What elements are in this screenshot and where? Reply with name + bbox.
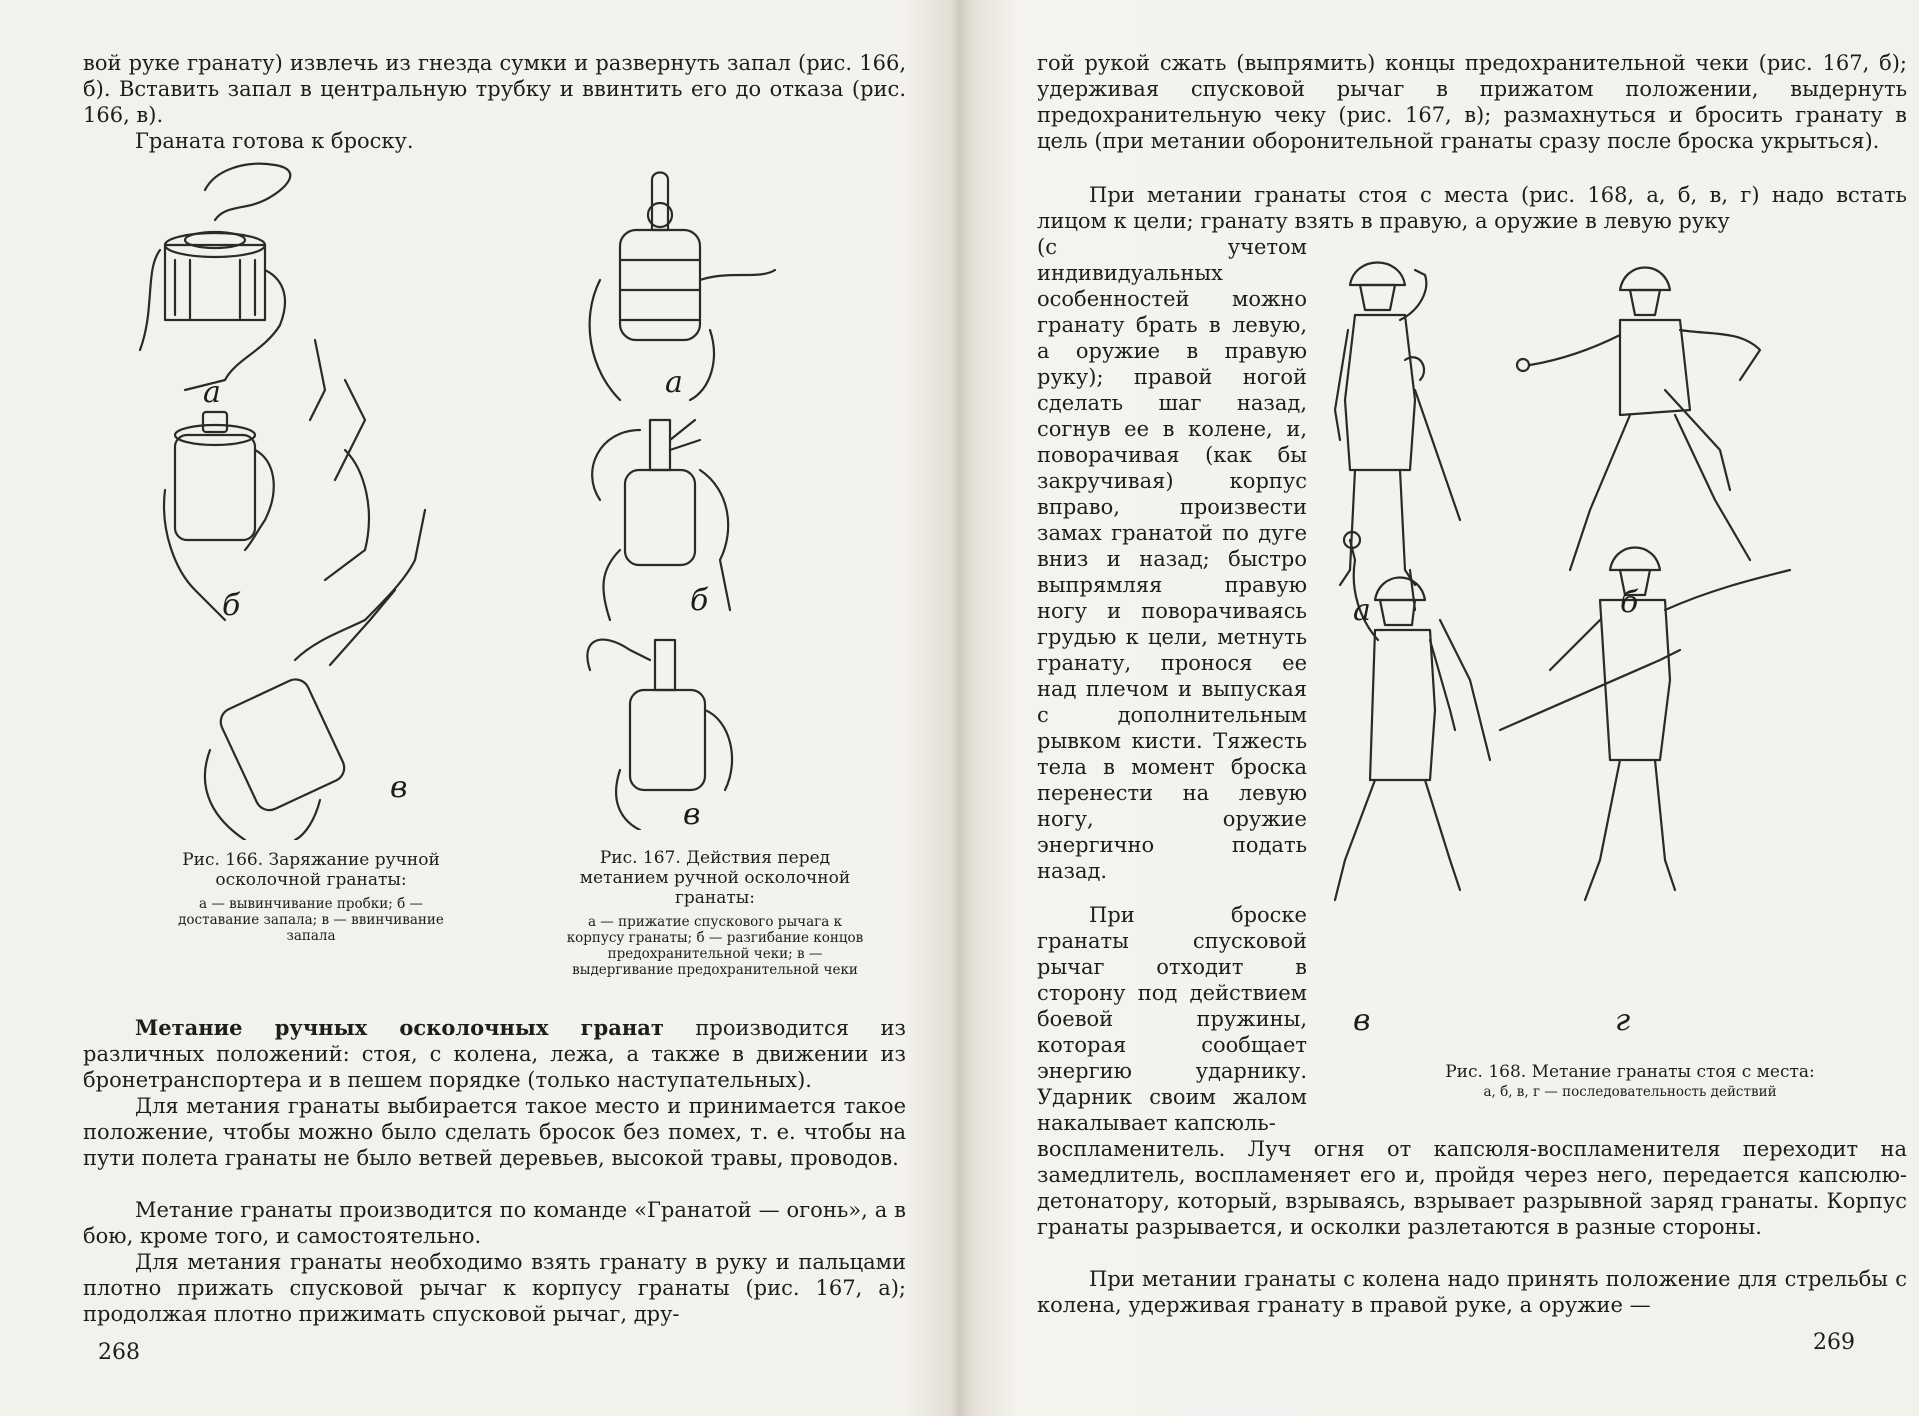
fig168-label-b: б <box>1620 585 1639 620</box>
fig167-label-a: а <box>665 365 683 400</box>
left-paragraph-4: Для метания гранаты выбирается такое место и принимается такое положение, чтобы можно было сделать бросок без помех, т. е. чтобы на пути полета гранаты не было ветвей деревьев, высокой травы, проводов. <box>83 1094 906 1170</box>
right-paragraph-2-column: (с учетом индивидуальных особенностей можно гранату брать в левую, а оружие в правую руку); правой ногой сделать шаг назад, согнув ее в колене, и, поворачивая (как бы закручивая) корпус вправо, произвести замах гранатой по дуге вниз и назад; быстро выпрямляя правую ногу и поворачиваясь грудью к цели, метнуть гранату, пронося ее над плечом и выпуская с дополнительным рывком кисти. Тяжесть тела в момент броска перенести на левую ногу, оружие энергично подать назад. <box>1037 235 1307 883</box>
fig167-caption-block <box>565 848 865 978</box>
fig166-label-b: б <box>222 588 241 623</box>
figure-167-drawing <box>560 170 820 830</box>
right-page-number: 269 <box>1813 1330 1855 1355</box>
right-paragraph-2-intro: При метании гранаты стоя с места (рис. 168, а, б, в, г) надо встать лицом к цели; гранату взять в правую, а оружие в левую руку <box>1037 183 1907 233</box>
figure-168-drawing <box>1320 240 1900 1040</box>
fig168-v-soldier <box>1335 532 1490 900</box>
left-paragraph-3 <box>83 1015 906 1093</box>
right-paragraph-1: гой рукой сжать (выпрямить) концы предохранительной чеки (рис. 167, б); удерживая спусковой рычаг в прижатом положении, выдернуть предохранительную чеку (рис. 167, в); размахнуться и бросить гранату в цель (при метании оборонительной гранаты сразу после броска укрыться). <box>1037 51 1907 153</box>
fig166-a-grenade <box>140 164 290 390</box>
left-page-number: 268 <box>98 1340 140 1365</box>
fig168-label-g: г <box>1615 1003 1631 1038</box>
fig166-caption: Рис. 166. Заряжание ручной осколочной гранаты: <box>182 850 440 890</box>
fig168-caption-block <box>1350 1062 1910 1100</box>
fig168-g-soldier <box>1500 548 1790 901</box>
left-paragraph-1: вой руке гранату) извлечь из гнезда сумки и развернуть запал (рис. 166, б). Вставить запал в центральную трубку и ввинтить его до отказа (рис. 166, в). <box>83 51 906 127</box>
left-paragraph-5: Метание гранаты производится по команде «Гранатой — огонь», а в бою, кроме того, и самостоятельно. <box>83 1198 906 1248</box>
fig168-a-soldier <box>1335 263 1460 586</box>
fig168-legend: а, б, в, г — последовательность действий <box>1483 1084 1777 1100</box>
left-paragraph-6: Для метания гранаты необходимо взять гранату в руку и пальцами плотно прижать спусковой рычаг к корпусу гранаты (рис. 167, а); продолжая плотно прижимать спусковой рычаг, дру- <box>83 1250 906 1326</box>
right-page <box>975 0 1919 1416</box>
fig167-b-grenade <box>592 420 730 620</box>
fig167-legend: а — прижатие спускового рычага к корпусу гранаты; б — разгибание концов предохранительной чеки; в — выдергивание предохранительной чеки <box>566 914 864 978</box>
fig166-b-grenade <box>164 340 369 620</box>
fig168-label-a: а <box>1353 593 1371 628</box>
fig167-label-v: в <box>683 797 701 832</box>
fig166-label-v: в <box>390 770 408 805</box>
left-paragraph-3-bold: Метание ручных осколочных гранат <box>135 1015 664 1040</box>
figure-166-drawing <box>115 150 435 840</box>
fig167-v-grenade <box>587 640 732 830</box>
right-paragraph-4: При метании гранаты с колена надо принять положение для стрельбы с колена, удерживая гранату в правой руке, а оружие — <box>1037 1267 1907 1317</box>
fig166-caption-block <box>170 850 452 944</box>
fig168-b-soldier <box>1517 268 1760 571</box>
fig166-label-a: а <box>203 375 221 410</box>
fig168-caption: Рис. 168. Метание гранаты стоя с места: <box>1445 1062 1815 1082</box>
right-paragraph-3-column: При броске гранаты спусковой рычаг отходит в сторону под действием боевой пружины, которая сообщает энергию ударнику. Ударник своим жалом накалывает капсюль- <box>1037 903 1307 1135</box>
fig166-legend: а — вывинчивание пробки; б — доставание запала; в — ввинчивание запала <box>178 896 444 944</box>
right-paragraph-3-continued: воспламенитель. Луч огня от капсюля-воспламенителя переходит на замедлитель, воспламеняет его и, пройдя через него, передается капсюлю-детонатору, который, взрываясь, взрывает разрывной заряд гранаты. Корпус гранаты разрывается, и осколки разлетаются в разные стороны. <box>1037 1137 1907 1239</box>
fig167-label-b: б <box>690 583 709 618</box>
left-paragraph-2: Граната готова к броску. <box>135 129 414 153</box>
left-paragraph-3-rest: производится из различных положений: стоя, с колена, лежа, а также в движении из бронетранспортера и в пешем порядке (только наступательных). <box>83 1016 906 1092</box>
left-page <box>0 0 955 1416</box>
fig168-label-v: в <box>1353 1003 1371 1038</box>
fig167-caption: Рис. 167. Действия перед метанием ручной осколочной гранаты: <box>579 848 851 908</box>
